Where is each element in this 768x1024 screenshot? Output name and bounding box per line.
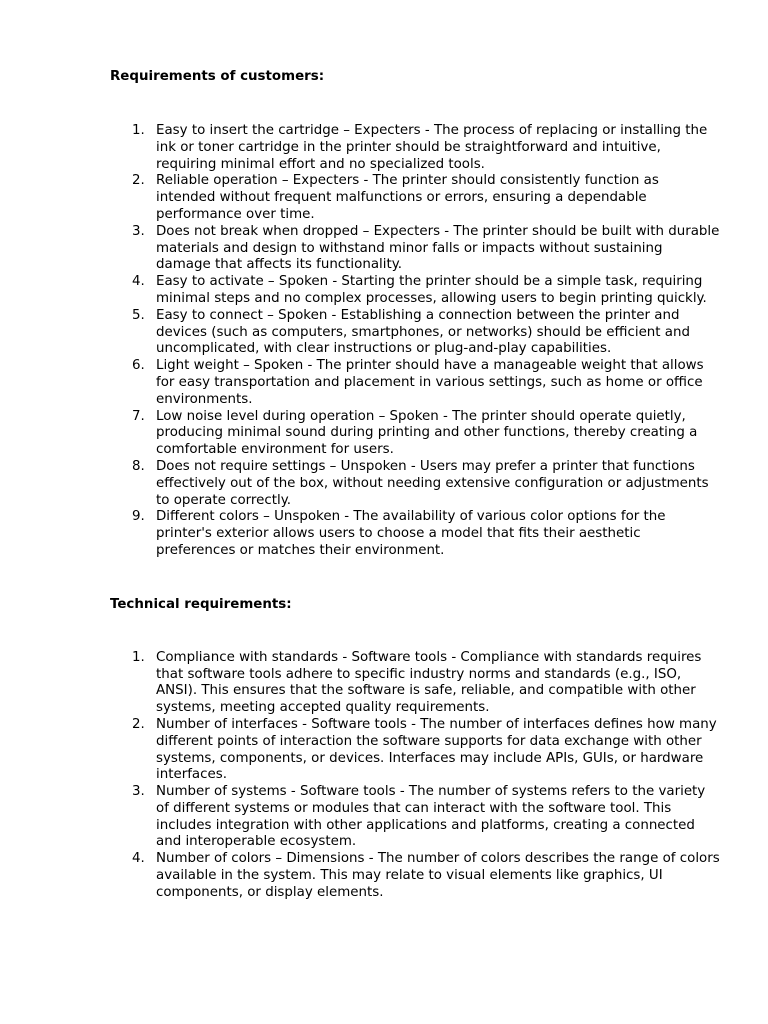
list-item bbox=[110, 409, 720, 459]
document-page bbox=[110, 64, 720, 902]
list-item-text: Different colors – Unspoken - The availability of various color options for the printer's exterior allows users to choose a model that fits their aesthetic preferences or matches their environment. bbox=[156, 509, 666, 558]
list-number: 4. bbox=[132, 851, 145, 867]
section-gap bbox=[110, 560, 720, 596]
list-item bbox=[110, 717, 720, 784]
list-item-text: Light weight – Spoken - The printer should have a manageable weight that allows for easy transportation and placement in various settings, such as home or office environments. bbox=[156, 358, 704, 407]
list-item bbox=[110, 509, 720, 559]
list-item-text: Compliance with standards - Software tools - Compliance with standards requires that software tools adhere to specific industry norms and standards (e.g., ISO, ANSI). This ensures that the software is safe, reliable, and compatible with other systems, meeting accepted quality requirements. bbox=[156, 649, 702, 716]
list-item-text: Number of systems - Software tools - The number of systems refers to the variety of different systems or modules that can interact with the software tool. This includes integration with other applications and platforms, creating a connected and interoperable ecosystem. bbox=[156, 784, 706, 850]
list-item bbox=[110, 784, 720, 851]
list-number: 6. bbox=[132, 358, 145, 374]
list-item bbox=[110, 123, 720, 173]
list-item-text: Number of colors – Dimensions - The number of colors describes the range of colors available in the system. This may relate to visual elements like graphics, UI components, or display elements. bbox=[156, 851, 720, 900]
list-item-text: Does not break when dropped – Expecters - The printer should be built with durable materials and design to withstand minor falls or impacts without sustaining damage that affects its functionality. bbox=[156, 223, 720, 273]
customer-requirements-list bbox=[110, 123, 720, 560]
list-number: 2. bbox=[132, 173, 145, 189]
list-item-text: Low noise level during operation – Spoken - The printer should operate quietly, producing minimal sound during printing and other functions, thereby creating a comfortable environment for users. bbox=[156, 408, 698, 458]
list-number: 3. bbox=[132, 223, 145, 239]
list-number: 9. bbox=[132, 509, 145, 525]
technical-requirements-list bbox=[110, 650, 720, 902]
customer-requirements-heading: Requirements of customers: bbox=[110, 69, 325, 84]
list-item-text: Number of interfaces - Software tools - The number of interfaces defines how many different points of interaction the software supports for data exchange with other systems, components, or devices. Interfaces may include APIs, GUIs, or hardware interfaces. bbox=[156, 716, 717, 783]
list-item-text: Reliable operation – Expecters - The printer should consistently function as intended without frequent malfunctions or errors, ensuring a dependable performance over time. bbox=[156, 173, 659, 222]
list-number: 5. bbox=[132, 307, 145, 323]
list-number: 4. bbox=[132, 274, 145, 290]
list-item-text: Easy to activate – Spoken - Starting the printer should be a simple task, requiring minimal steps and no complex processes, allowing users to begin printing quickly. bbox=[156, 274, 707, 306]
list-item bbox=[110, 224, 720, 274]
list-number: 2. bbox=[132, 716, 145, 732]
list-item bbox=[110, 308, 720, 358]
list-number: 1. bbox=[132, 123, 145, 138]
list-number: 3. bbox=[132, 784, 145, 800]
technical-requirements-heading: Technical requirements: bbox=[110, 596, 292, 612]
list-item bbox=[110, 173, 720, 223]
list-item bbox=[110, 274, 720, 308]
list-item-text: Does not require settings – Unspoken - Users may prefer a printer that functions effectively out of the box, without needing extensive configuration or adjustments to operate correctly. bbox=[156, 458, 709, 508]
list-item bbox=[110, 459, 720, 509]
list-item bbox=[110, 650, 720, 717]
list-number: 1. bbox=[132, 649, 145, 665]
list-number: 8. bbox=[132, 458, 145, 474]
list-number: 7. bbox=[132, 408, 145, 424]
list-item bbox=[110, 851, 720, 901]
list-item-text: Easy to insert the cartridge – Expecters - The process of replacing or installing the ink or toner cartridge in the printer should be straightforward and intuitive, requiring minimal effort and no specialized tools. bbox=[156, 123, 708, 172]
list-item-text: Easy to connect – Spoken - Establishing a connection between the printer and devices (such as computers, smartphones, or networks) should be efficient and uncomplicated, with clear instructions or plug-and-play capabilities. bbox=[156, 307, 690, 357]
list-item bbox=[110, 358, 720, 408]
